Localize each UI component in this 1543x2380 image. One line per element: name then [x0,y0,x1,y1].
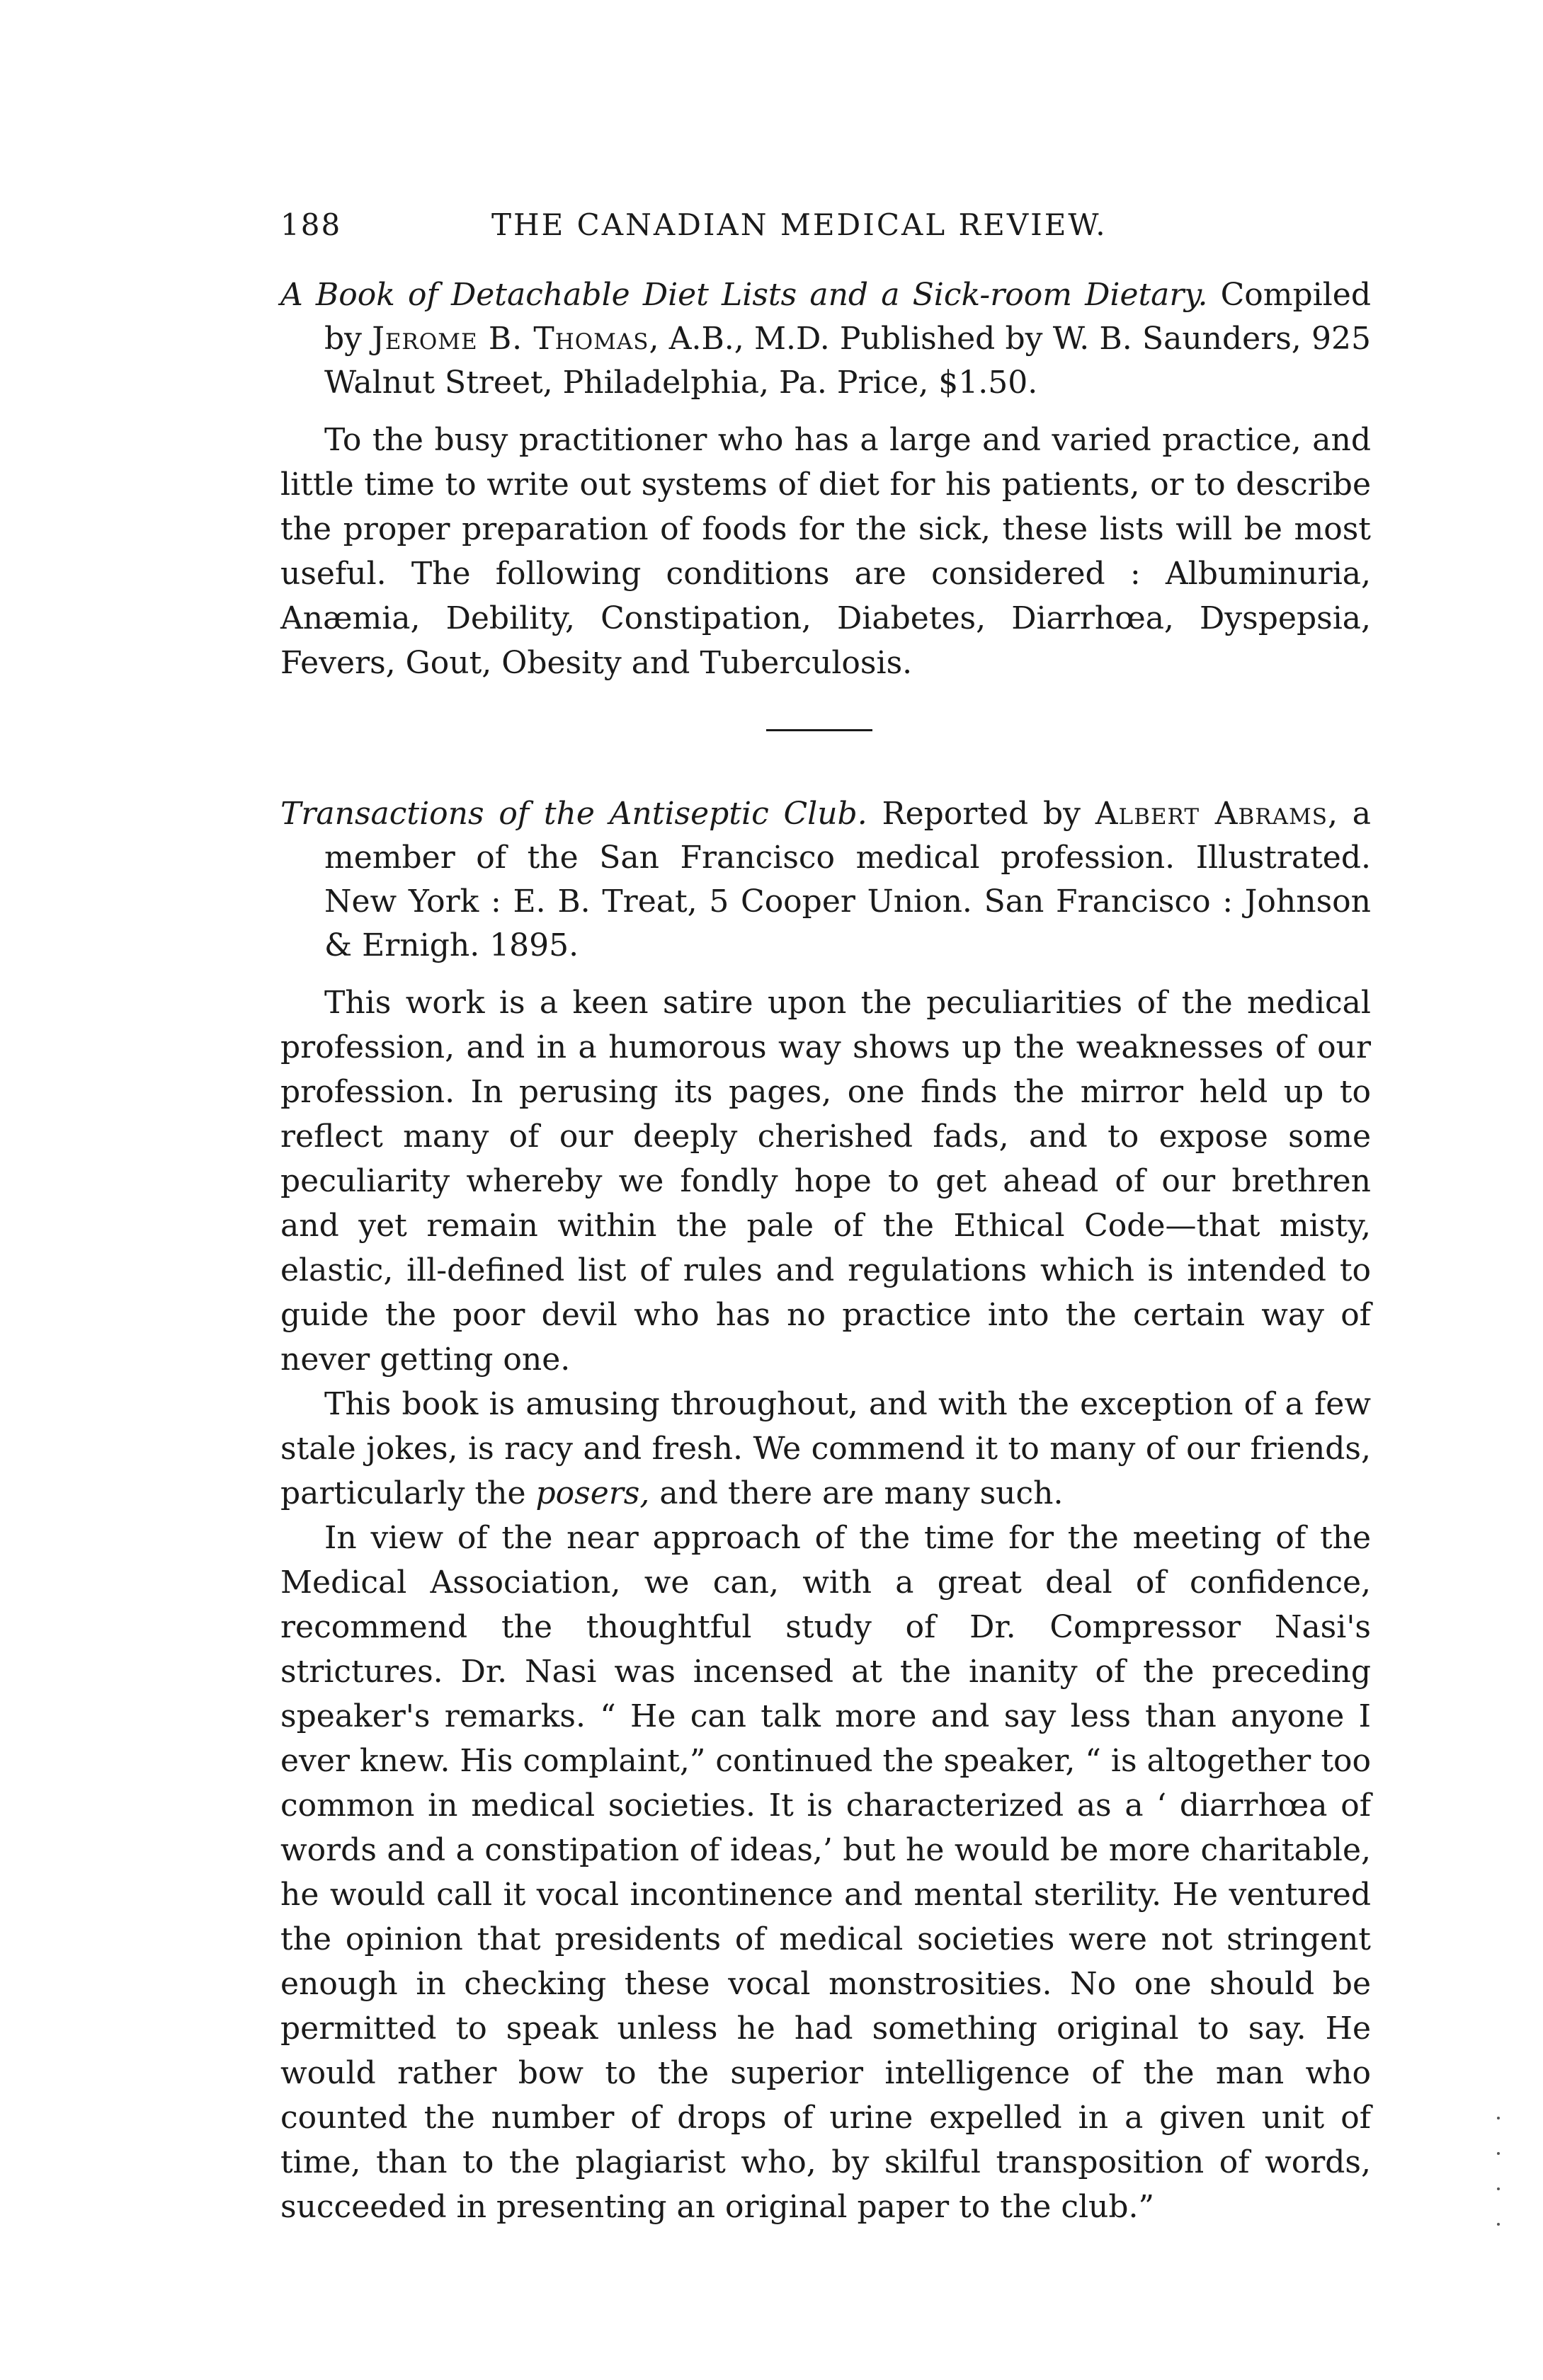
journal-title: THE CANADIAN MEDICAL REVIEW. [491,207,1108,242]
section-divider [766,729,872,731]
review-2-paragraph-2-italic: posers, [535,1475,650,1511]
page-number: 188 [280,207,342,242]
review-2-author: Albert Abrams [1095,796,1328,832]
review-1-citation [280,273,1371,405]
page-margin-specks [1496,2111,1501,2253]
review-1-title: A Book of Detachable Diet Lists and a Sick-room Dietary. [280,277,1208,313]
review-2-title: Transactions of the Antiseptic Club. [280,796,867,832]
review-2-paragraph-3: In view of the near approach of the time for the meeting of the Medical Association, we can, with a great deal of confidence, recommend the thoughtful study of Dr. Compressor Nasi's strictures. Dr. Nasi was incensed at the inanity of the preceding speaker's remarks. “ He can talk more and say less than anyone I ever knew. His complaint,” continued the speaker, “ is altogether too common in medical societies. It is characterized as a ‘ diarrhœa of words and a constipation of ideas,’ but he would be more charitable, he would call it vocal incontinence and mental sterility. He ventured the opinion that presidents of medical societies were not stringent enough in checking these vocal monstrosities. No one should be permitted to speak unless he had something original to say. He would rather bow to the superior intelligence of the man who counted the number of drops of urine expelled in a given unit of time, than to the plagiarist who, by skilful transposition of words, succeeded in presenting an original paper to the club.” [280,1520,1371,2225]
review-2-publisher: New York : E. B. Treat, 5 Cooper Union. San Francisco : Johnson & Ernigh. 1895. [324,883,1371,963]
review-2-paragraph-2-after: and there are many such. [649,1475,1064,1511]
review-2-citation [280,792,1371,968]
review-1-degrees: , A.B., M.D. [649,321,830,357]
review-1-publisher: Published by W. B. Saunders, 925 Walnut Street, Philadelphia, Pa. [324,321,1371,401]
review-2-paragraph-2-before: This book is amusing throughout, and with the exception of a few stale jokes, is racy and fresh. We commend it to many of our friends, particularly the [280,1386,1371,1511]
review-2-reported-by: Reported by [882,796,1081,832]
review-2-paragraph-1: This work is a keen satire upon the peculiarities of the medical profession, and in a humorous way shows up the weaknesses of our profession. In perusing its pages, one finds the mirror held up to reflect many of our deeply cherished fads, and to expose some peculiarity whereby we fondly hope to get ahead of our brethren and yet remain within the pale of the Ethical Code—that misty, elastic, ill-defined list of rules and regulations which is intended to guide the poor devil who has no practice into the certain way of never getting one. [280,985,1371,1378]
review-1-author: Jerome B. Thomas [372,321,649,357]
review-1-price: Price, $1.50. [836,365,1038,401]
review-1-body: To the busy practitioner who has a large and varied practice, and little time to write out systems of diet for his patients, or to describe the proper preparation of foods for the sick, these lists will be most useful. The following conditions are considered : Albuminuria, Anæmia, Debility, Constipation, Diabetes, Diarrhœa, Dyspepsia, Fevers, Gout, Obesity and Tuberculosis. [280,422,1371,681]
running-head [280,205,1371,245]
review-2-paragraph-2 [280,1382,1371,1516]
review-1-compiled-by: Compiled by [324,277,1371,357]
review-2-author-desc: , a member of the San Francisco medical profession. Illustrated. [324,796,1371,876]
page [280,205,1371,2229]
